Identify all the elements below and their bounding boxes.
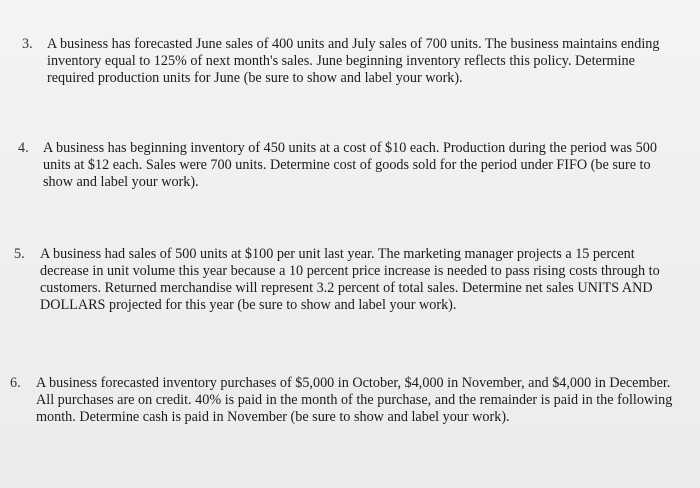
question-text: A business forecasted inventory purchases of $5,000 in October, $4,000 in November, and $4,000 in December. All purchases are on credit. 40% is paid in the month of the purchase, and the remainder is paid in the following month. Determine cash is paid in November (be sure to show and label your work).	[36, 375, 673, 425]
question-5	[14, 246, 686, 314]
question-number: 4.	[18, 140, 29, 156]
question-number: 3.	[22, 36, 33, 52]
question-text: A business has forecasted June sales of 400 units and July sales of 700 units. The business maintains ending inventory equal to 125% of next month's sales. June beginning inventory reflects this policy. Determine required production units for June (be sure to show and label your work).	[47, 36, 660, 86]
question-3	[22, 36, 672, 87]
question-text: A business has beginning inventory of 450 units at a cost of $10 each. Production during the period was 500 units at $12 each. Sales were 700 units. Determine cost of goods sold for the period under FIFO (be sure to show and label your work).	[43, 140, 657, 190]
question-text: A business had sales of 500 units at $100 per unit last year. The marketing manager projects a 15 percent decrease in unit volume this year because a 10 percent price increase is needed to pass rising costs through to customers. Returned merchandise will represent 3.2 percent of total sales. Determine net sales UNITS AND DOLLARS projected for this year (be sure to show and label your work).	[40, 246, 660, 313]
question-4	[18, 140, 673, 191]
question-number: 5.	[14, 246, 25, 262]
question-6	[10, 375, 688, 426]
question-number: 6.	[10, 375, 21, 391]
